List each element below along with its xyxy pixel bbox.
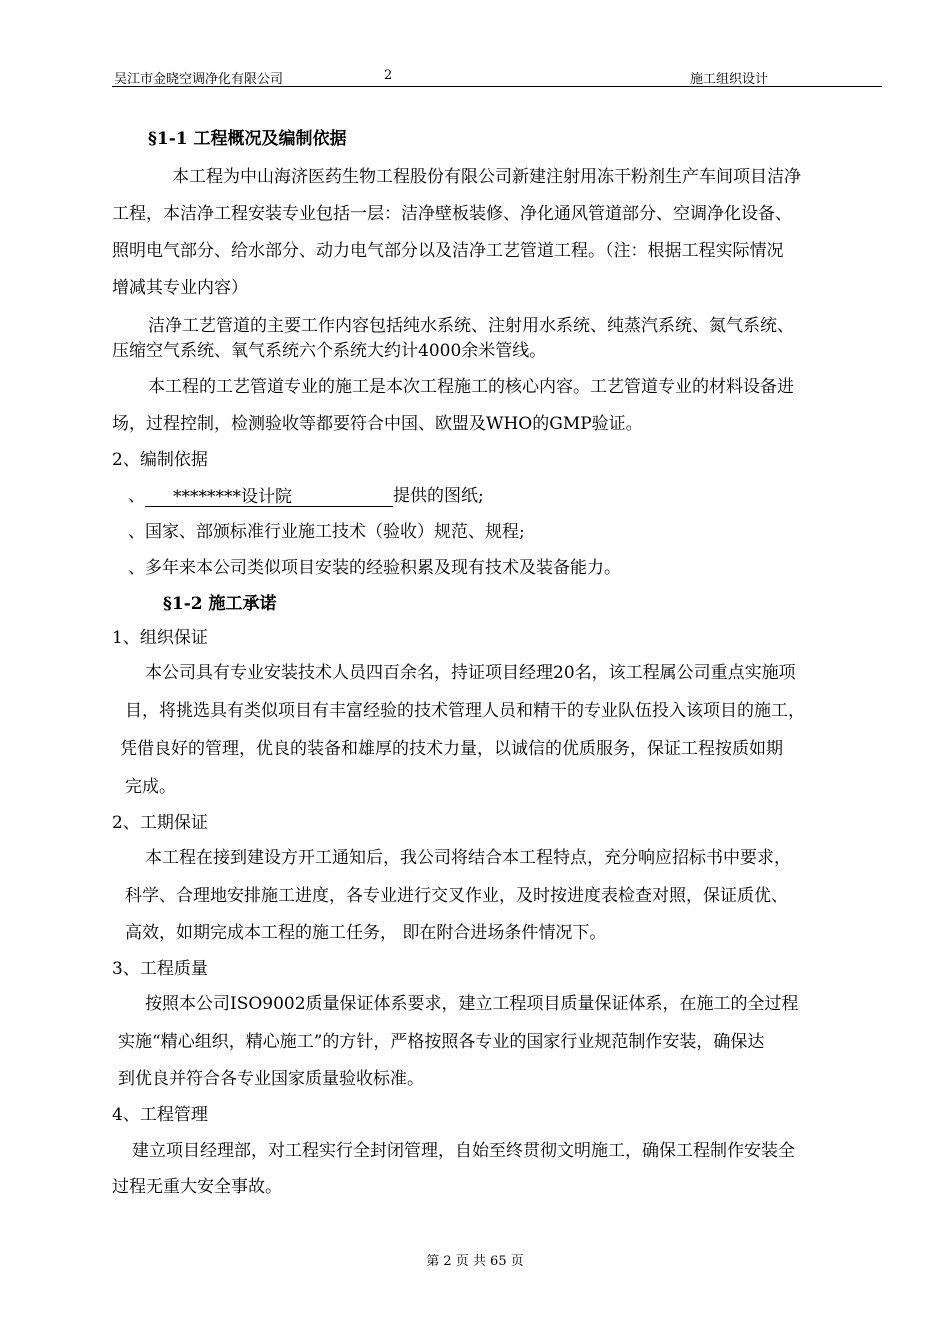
paragraph-line: 工程，本洁净工程安装专业包括一层：洁净壁板装修、净化通风管道部分、空调净化设备、 xyxy=(112,204,792,224)
basis-item-prefix: 、 xyxy=(128,486,145,506)
paragraph-line: 过程无重大安全事故。 xyxy=(112,1177,282,1197)
header-doc-title: 施工组织设计 xyxy=(690,72,769,87)
paragraph-line: 科学、合理地安排施工进度，各专业进行交叉作业，及时按进度表检查对照，保证质优、 xyxy=(125,886,788,906)
paragraph-line: 按照本公司ISO9002质量保证体系要求，建立工程项目质量保证体系，在施工的全过程 xyxy=(145,994,799,1014)
paragraph-line: 高效，如期完成本工程的施工任务， 即在附合进场条件情况下。 xyxy=(125,923,607,943)
page-header xyxy=(112,66,882,87)
header-company: 吴江市金晓空调净化有限公司 xyxy=(114,72,284,87)
subheading-organization: 1、组织保证 xyxy=(112,628,208,648)
paragraph-line: 洁净工艺管道的主要工作内容包括纯水系统、注射用水系统、纯蒸汽系统、氮气系统、 xyxy=(148,316,794,336)
paragraph-line: 本工程为中山海济医药生物工程股份有限公司新建注射用冻干粉剂生产车间项目洁净 xyxy=(172,167,801,187)
paragraph-line: 增减其专业内容） xyxy=(112,278,248,298)
paragraph-line: 实施“精心组织，精心施工”的方针，严格按照各专业的国家行业规范制作安装，确保达 xyxy=(118,1032,765,1052)
paragraph-line: 照明电气部分、给水部分、动力电气部分以及洁净工艺管道工程。（注：根据工程实际情况 xyxy=(112,241,784,261)
subheading-management: 4、工程管理 xyxy=(112,1105,208,1125)
paragraph-line: 本工程在接到建设方开工通知后，我公司将结合本工程特点，充分响应招标书中要求， xyxy=(145,848,791,868)
page-footer: 第 2 页 共 65 页 xyxy=(426,1254,524,1269)
design-institute-blank xyxy=(145,486,393,507)
basis-item-experience: 、多年来本公司类似项目安装的经验积累及现有技术及装备能力。 xyxy=(128,558,621,578)
basis-item-standards: 、国家、部颁标准行业施工技术（验收）规范、规程; xyxy=(128,522,525,542)
paragraph-line: 本工程的工艺管道专业的施工是本次工程施工的核心内容。工艺管道专业的材料设备进 xyxy=(148,377,794,397)
paragraph-line: 凭借良好的管理，优良的装备和雄厚的技术力量，以诚信的优质服务，保证工程按质如期 xyxy=(120,739,783,759)
paragraph-line: 场，过程控制，检测验收等都要符合中国、欧盟及WHO的GMP验证。 xyxy=(112,414,643,434)
header-page-number: 2 xyxy=(384,68,393,83)
paragraph-line: 到优良并符合各专业国家质量验收标准。 xyxy=(118,1069,424,1089)
section-title-overview: §1-1 工程概况及编制依据 xyxy=(148,129,347,149)
paragraph-line: 完成。 xyxy=(125,777,176,797)
basis-item-drawings xyxy=(128,485,484,507)
basis-item-suffix: 提供的图纸; xyxy=(393,486,484,506)
subheading-basis: 2、编制依据 xyxy=(112,450,208,470)
subheading-schedule: 2、工期保证 xyxy=(112,813,208,833)
paragraph-line: 压缩空气系统、氧气系统六个系统大约计4000余米管线。 xyxy=(112,341,547,361)
paragraph-line: 目，将挑选具有类似项目有丰富经验的技术管理人员和精干的专业队伍投入该项目的施工， xyxy=(125,701,805,721)
subheading-quality: 3、工程质量 xyxy=(112,959,208,979)
paragraph-line: 本公司具有专业安装技术人员四百余名，持证项目经理20名，该工程属公司重点实施项 xyxy=(145,663,796,683)
section-title-commitment: §1-2 施工承诺 xyxy=(163,594,277,614)
design-institute-name: ********设计院 xyxy=(173,487,292,507)
paragraph-line: 建立项目经理部，对工程实行全封闭管理，自始至终贯彻文明施工，确保工程制作安装全 xyxy=(132,1141,795,1161)
